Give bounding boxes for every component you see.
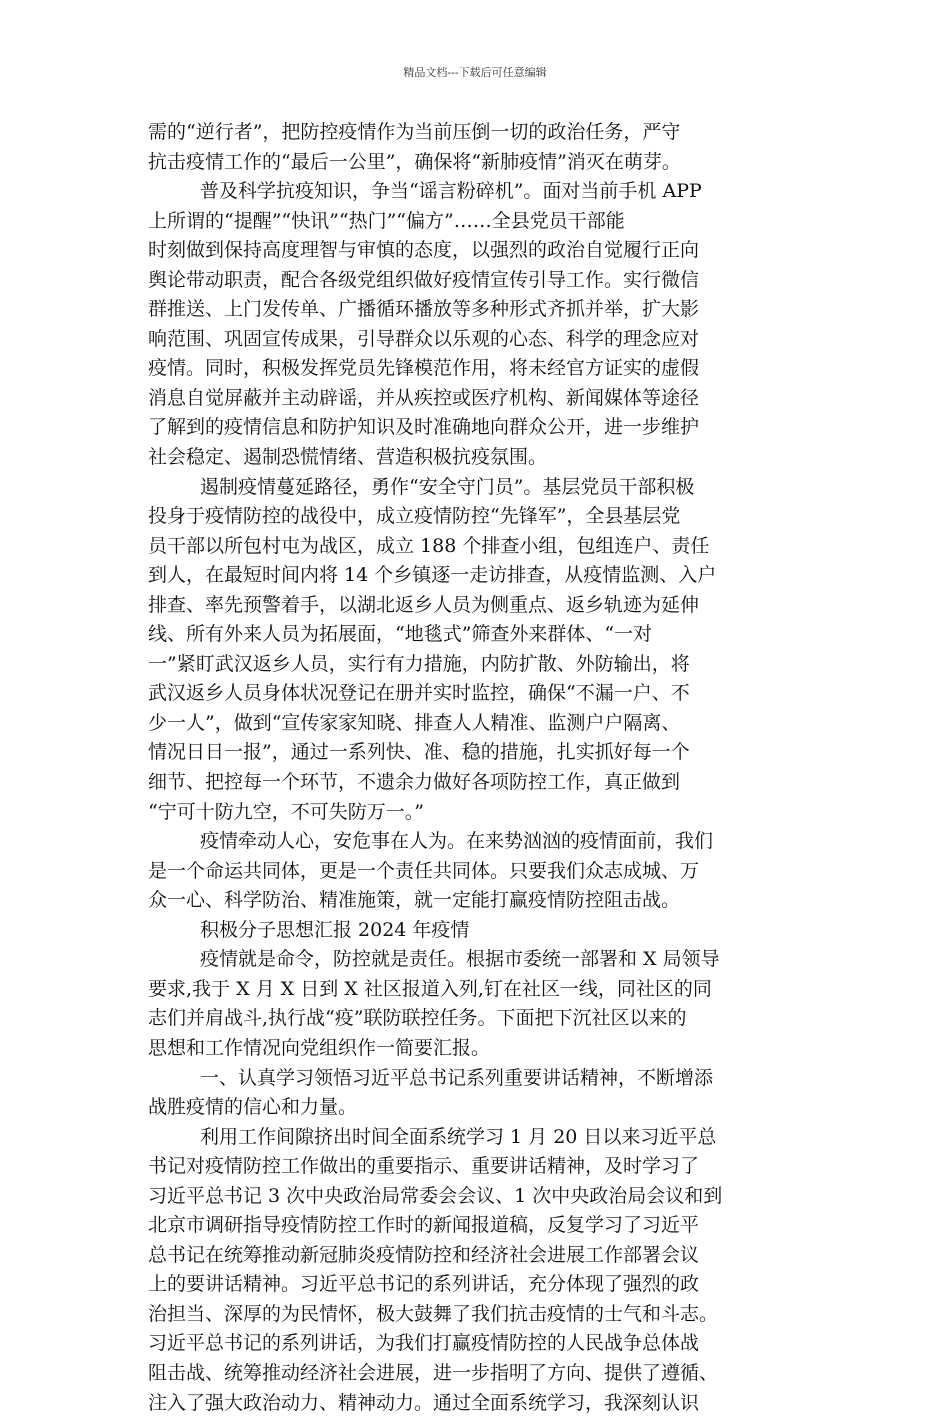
text-line: 消息自觉屏蔽并主动辟谣，并从疾控或医疗机构、新闻媒体等途径: [148, 386, 700, 409]
text-line: 习近平总书记的系列讲话，为我们打赢疫情防控的人民战争总体战: [148, 1332, 700, 1355]
text-line: 时刻做到保持高度理智与审慎的态度，以强烈的政治自觉履行正向: [148, 239, 700, 262]
text-line: 排查、率先预警着手，以湖北返乡人员为侧重点、返乡轨迹为延伸: [148, 593, 700, 616]
text-line: “宁可十防九空，不可失防万一。”: [148, 800, 424, 823]
text-line: 少一人”，做到“宣传家家知晓、排查人人精准、监测户户隔离、: [148, 711, 681, 734]
text-line: 要求,我于 X 月 X 日到 X 社区报道入列,钉在社区一线，同社区的同: [148, 977, 712, 1000]
document-body: [148, 118, 828, 1418]
text-line: 治担当、深厚的为民情怀，极大鼓舞了我们抗击疫情的士气和斗志。: [148, 1302, 719, 1325]
text-line: 线、所有外来人员为拓展面，“地毯式”筛查外来群体、“一对: [148, 623, 653, 646]
text-line: 抗击疫情工作的“最后一公里”，确保将“新肺疫情”消灭在萌芽。: [148, 150, 681, 173]
text-line: 情况日日一报”，通过一系列快、准、稳的措施，扎实抓好每一个: [148, 741, 690, 764]
text-line: 员干部以所包村屯为战区，成立 188 个排查小组，包组连户、责任: [148, 534, 710, 557]
text-line: 战胜疫情的信心和力量。: [148, 1096, 358, 1119]
text-line: 疫情。同时，积极发挥党员先锋模范作用，将未经官方证实的虚假: [148, 357, 700, 380]
text-line: 总书记在统筹推动新冠肺炎疫情防控和经济社会进展工作部署会议: [148, 1243, 700, 1266]
text-line: 武汉返乡人员身体状况登记在册并实时监控，确保“不漏一户、不: [148, 682, 690, 705]
text-line: 舆论带动职责，配合各级党组织做好疫情宣传引导工作。实行微信: [148, 268, 700, 291]
text-line: 响范围、巩固宣传成果，引导群众以乐观的心态、科学的理念应对: [148, 327, 700, 350]
text-line: 阻击战、统筹推动经济社会进展，进一步指明了方向、提供了遵循、: [148, 1361, 719, 1384]
text-line: 疫情就是命令，防控就是责任。根据市委统一部署和 X 局领导: [200, 948, 720, 971]
text-line: 上所谓的“提醒”“快讯”“热门”“偏方”……全县党员干部能: [148, 209, 625, 232]
text-line: 积极分子思想汇报 2024 年疫情: [200, 918, 470, 941]
text-line: 注入了强大政治动力、精神动力。通过全面系统学习，我深刻认识: [148, 1391, 700, 1414]
text-line: 疫情牵动人心，安危事在人为。在来势汹汹的疫情面前，我们: [200, 830, 714, 853]
text-line: 北京市调研指导疫情防控工作时的新闻报道稿，反复学习了习近平: [148, 1214, 700, 1237]
text-line: 细节、把控每一个环节，不遗余力做好各项防控工作，真正做到: [148, 771, 681, 794]
text-line: 一”紧盯武汉返乡人员，实行有力措施，内防扩散、外防输出，将: [148, 652, 690, 675]
text-line: 一、认真学习领悟习近平总书记系列重要讲话精神，不断增添: [200, 1066, 714, 1089]
text-line: 上的要讲话精神。习近平总书记的系列讲话，充分体现了强烈的政: [148, 1273, 700, 1296]
text-line: 志们并肩战斗,执行战“疫”联防联控任务。下面把下沉社区以来的: [148, 1007, 687, 1030]
text-line: 群推送、上门发传单、广播循环播放等多种形式齐抓并举，扩大影: [148, 298, 700, 321]
text-line: 是一个命运共同体，更是一个责任共同体。只要我们众志成城、万: [148, 859, 700, 882]
page-header: 精品文档---下载后可任意编辑: [403, 66, 547, 79]
text-line: 到人，在最短时间内将 14 个乡镇逐一走访排查，从疫情监测、入户: [148, 564, 717, 587]
text-line: 投身于疫情防控的战役中，成立疫情防控“先锋军”，全县基层党: [148, 505, 681, 528]
text-line: 利用工作间隙挤出时间全面系统学习 1 月 20 日以来习近平总: [200, 1125, 717, 1148]
text-line: 习近平总书记 3 次中央政治局常委会会议、1 次中央政治局会议和到: [148, 1184, 723, 1207]
text-line: 书记对疫情防控工作做出的重要指示、重要讲话精神，及时学习了: [148, 1155, 700, 1178]
text-line: 遏制疫情蔓延路径，勇作“安全守门员”。基层党员干部积极: [200, 475, 695, 498]
text-line: 了解到的疫情信息和防护知识及时准确地向群众公开，进一步维护: [148, 416, 700, 439]
text-line: 社会稳定、遏制恐慌情绪、营造积极抗疫氛围。: [148, 446, 548, 469]
text-line: 需的“逆行者”，把防控疫情作为当前压倒一切的政治任务，严守: [148, 121, 681, 143]
text-line: 众一心、科学防治、精准施策，就一定能打赢疫情防控阻击战。: [148, 889, 681, 912]
text-line: 思想和工作情况向党组织作一简要汇报。: [148, 1036, 491, 1059]
text-line: 普及科学抗疫知识，争当“谣言粉碎机”。面对当前手机 APP: [200, 180, 702, 203]
